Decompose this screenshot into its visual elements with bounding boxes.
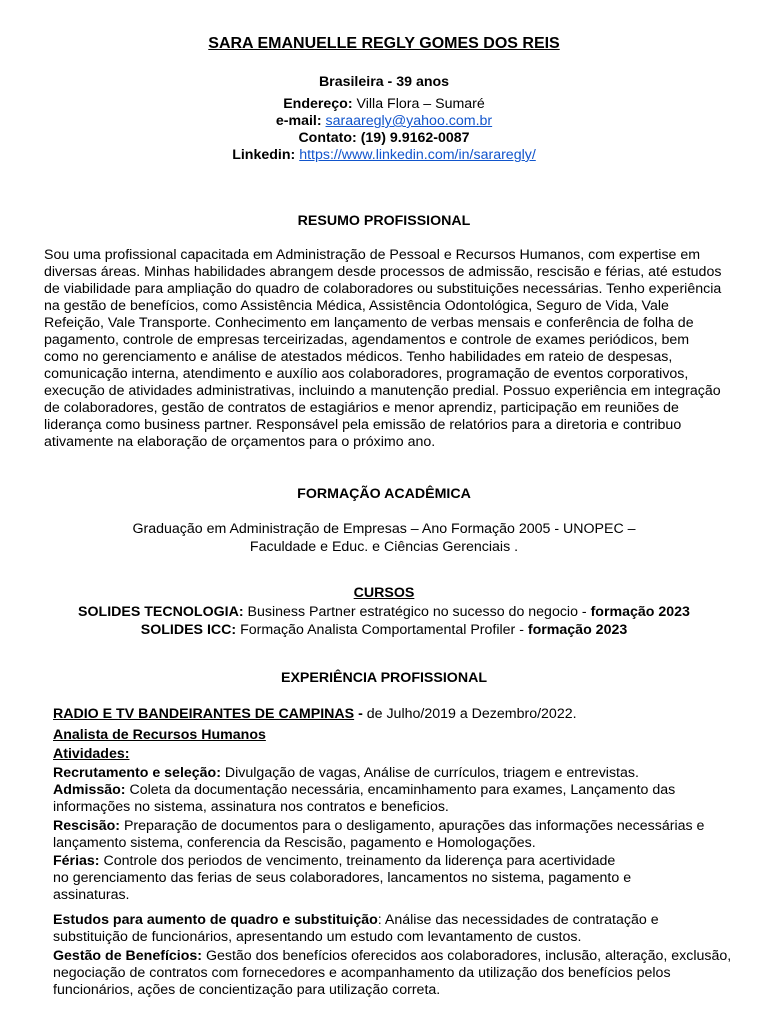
email-label: e-mail: [275, 113, 322, 129]
company-line [53, 706, 733, 723]
employment-period: de Julho/2019 a Dezembro/2022. [366, 706, 577, 722]
email-line [0, 112, 768, 130]
activity-label: Rescisão: [53, 818, 121, 834]
course-desc: Business Partner estratégico no sucesso do negocio - [243, 604, 591, 620]
activity-label: Férias: [53, 853, 100, 869]
linkedin-line [0, 146, 768, 164]
activity-text: Gestão dos benefícios oferecidos aos colaboradores, inclusão, alteração, exclusão, negociação de contratos com fornecedores e acompanhamento da utilização dos benefícios pelos funcionários, ações de concientização para utilização correta. [53, 948, 732, 998]
course-org: SOLIDES TECNOLOGIA: [78, 604, 244, 620]
education-line-2: Faculdade e Educ. e Ciências Gerenciais . [249, 539, 519, 555]
address-value: Villa Flora – Sumaré [356, 96, 485, 112]
activities-label: Atividades: [53, 746, 130, 762]
activity-item [53, 948, 733, 999]
activity-label: Gestão de Benefícios: [53, 948, 203, 964]
summary-text: Sou uma profissional capacitada em Administração de Pessoal e Recursos Humanos, com expertise em diversas áreas. Minhas habilidades abrangem desde processos de admissão, rescisão e férias, até estudos de viabilidade para ampliação do quadro de colaboradores ou substituições necessárias. Tenho experiência na gestão de benefícios, como Assistência Médica, Assistência Odontológica, Seguro de Vida, Vale Refeição, Vale Transporte. Conhecimento em lançamento de verbas mensais e conferência de folha de pagamento, controle de empresas terceirizadas, agendamentos e controle de exames periódicos, bem como no gerenciamento e análise de atestados médicos. Tenho habilidades em rateio de despesas, comunicação interna, atendimento e auxílio aos colaboradores, programação de eventos corporativos, execução de atividades administrativas, incluindo a manutenção predial. Possuo experiência em integração de colaboradores, gestão de contratos de estagiários e menor aprendiz, participação em reuniões de liderança como business partner. Responsável pela emissão de relatórios para a diretoria e contribuo ativamente na elaboração de orçamentos para o próximo ano. [44, 247, 722, 450]
education-line-1: Graduação em Administração de Empresas – Ano Formação 2005 - UNOPEC – [132, 521, 636, 537]
courses-title: CURSOS [353, 585, 415, 601]
activity-text: Divulgação de vagas, Análise de currículos, triagem e entrevistas. [220, 765, 639, 781]
activity-label: Estudos para aumento de quadro e substituição [53, 912, 378, 928]
nationality-age: Brasileira - 39 anos [318, 74, 450, 90]
activity-item [53, 765, 733, 782]
linkedin-label: Linkedin: [232, 147, 296, 163]
education-title: FORMAÇÃO ACADÊMICA [297, 486, 471, 502]
activity-item [53, 818, 733, 852]
activity-text: Controle dos periodos de vencimento, treinamento da liderença para acertividade no gerenciamento das ferias de seus colaboradores, lancamentos no sistema, pagamento e assinaturas. [53, 853, 632, 903]
summary-title: RESUMO PROFISSIONAL [297, 213, 471, 229]
course-year: formação 2023 [527, 622, 628, 638]
company-name: RADIO E TV BANDEIRANTES DE CAMPINAS [53, 706, 355, 722]
activity-text: Coleta da documentação necessária, encaminhamento para exames, Lançamento das informações no sistema, assinatura nos contratos e beneficios. [53, 782, 676, 815]
course-item [0, 603, 768, 621]
address-line [0, 95, 768, 113]
course-desc: Formação Analista Comportamental Profiler - [236, 622, 528, 638]
experience-title: EXPERIÊNCIA PROFISSIONAL [280, 670, 487, 686]
linkedin-link[interactable]: https://www.linkedin.com/in/sararegly/ [299, 147, 536, 163]
candidate-name: SARA EMANUELLE REGLY GOMES DOS REIS [208, 35, 560, 52]
email-link[interactable]: saraaregly@yahoo.com.br [325, 113, 493, 129]
activity-item [53, 782, 733, 816]
activity-text: Preparação de documentos para o desligamento, apurações das informações necessárias e lançamento sistema, conferencia da Rescisão, pagamento e Homologações. [53, 818, 705, 851]
job-role: Analista de Recursos Humanos [53, 727, 266, 743]
contact-line: Contato: (19) 9.9162-0087 [298, 130, 470, 146]
activity-item [53, 912, 733, 946]
company-separator: - [354, 706, 367, 722]
activity-label: Admissão: [53, 782, 126, 798]
course-org: SOLIDES ICC: [140, 622, 237, 638]
course-item [0, 621, 768, 639]
activity-text: : Análise das necessidades de contratação e substituição de funcionários, apresentando um estudo com levantamento de custos. [53, 912, 659, 945]
address-label: Endereço: [283, 96, 353, 112]
activity-label: Recrutamento e seleção: [53, 765, 221, 781]
course-year: formação 2023 [590, 604, 690, 620]
activity-item [53, 853, 633, 904]
